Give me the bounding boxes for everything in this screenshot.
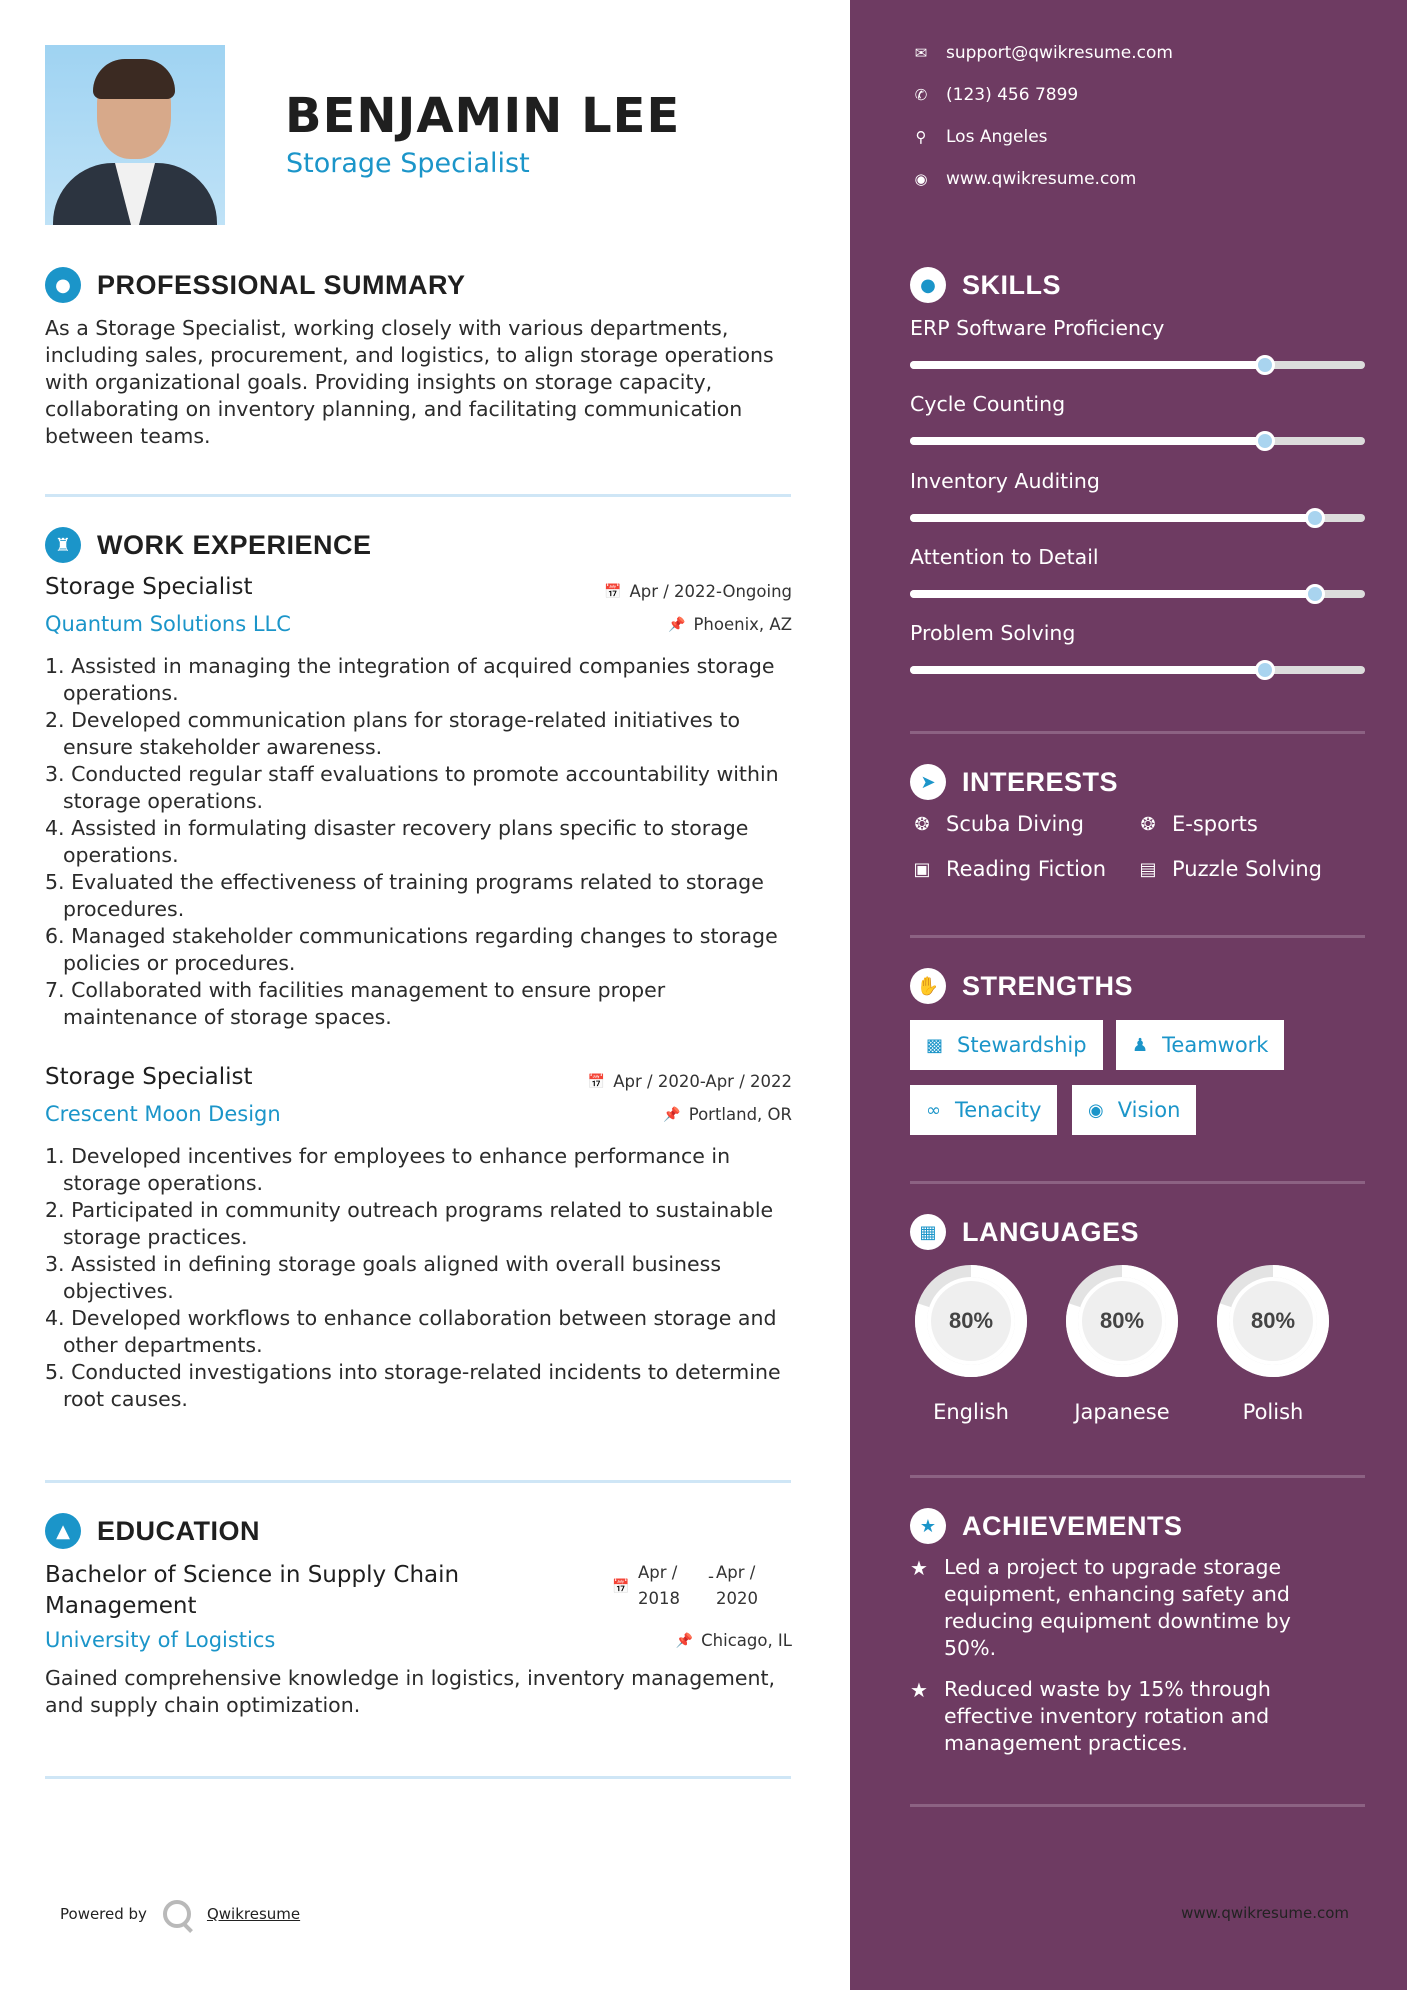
list-item: 4. Developed workflows to enhance collaboration between storage and other departments. <box>45 1306 777 1357</box>
skill-label: Inventory Auditing <box>910 469 1100 493</box>
strength-badge: ◉ Vision <box>1072 1085 1196 1135</box>
globe-icon: ◉ <box>914 170 928 188</box>
strength-badge: ∞ Tenacity <box>910 1085 1057 1135</box>
language-icon: ▦ <box>910 1214 946 1250</box>
job-dates: 📅 Apr / 2022-Ongoing <box>604 582 792 601</box>
graduation-cap-icon: ▲ <box>45 1513 81 1549</box>
user-icon: ● <box>45 267 81 303</box>
achievement-item: ★ Led a project to upgrade storage equipment, enhancing safety and reducing equipment downtime by 50%. <box>910 1555 1291 1660</box>
users-icon: ♟ <box>1132 1034 1149 1056</box>
lifebuoy-icon: ❂ <box>1140 813 1156 835</box>
language-percent: 80% <box>1250 1308 1296 1333</box>
achievements-heading: ★ ACHIEVEMENTS <box>910 1508 1183 1544</box>
language-item <box>1212 1260 1334 1424</box>
section-divider <box>910 1804 1365 1807</box>
strength-badge: ♟ Teamwork <box>1116 1020 1284 1070</box>
main-column: BENJAMIN LEE Storage Specialist ● PROFESSIONAL SUMMARY As a Storage Specialist, working closely with various departments, including sales, procurement, and logistics, to align storage operations with organizational goals. Providing insights on storage capacity, collaborating on inventory planning, and facilitating communication between teams. ♜ WORK EXPERIENCE Storage Specialist 📅 Apr / 2022-Ongoing Quantum Solutions LLC 📌 Phoenix, AZ 1. Assisted in managing the integration of acquired companies storage operations. 2. Developed communication plans for storage-related initiatives to ensure stakeholder awareness. 3. Conducted regular staff evaluations to promote accountability within storage operations. 4. Assisted in formulating disaster recovery plans specific to storage operations. 5. Evaluated the effectiveness of training programs related to storage procedures. 6. Managed stakeholder communications regarding changes to storage policies or procedures. 7. Collaborated with facilities management to ensure proper maintenance of storage spaces. Storage Specialist 📅 Apr / 2020-Apr / 2022 Crescent Moon Design 📌 Portland, OR 1. Developed incentives for employees to enhance performance in storage operations. 2. Participated in community outreach programs related to sustainable storage practices. 3. Assisted in defining storage goals aligned with overall business objectives. 4. Developed workflows to enhance collaboration between storage and other departments. 5. Conducted investigations into storage-related incidents to determine root causes. ▲ EDUCATION Bachelor of Science in Supply Chain Management 📅 Apr / 2018 - Apr / 2020 University of Logistics 📌 Chicago, IL Gained comprehensive knowledge in logistics, inventory management, and supply chain optimization. Powered by Qwikresume <box>0 0 850 1990</box>
section-divider <box>45 1776 791 1779</box>
interests-heading: ➤ INTERESTS <box>910 764 1118 800</box>
language-name: English <box>933 1400 1009 1424</box>
map-pin-icon: ⚲ <box>915 128 927 146</box>
link-icon: ∞ <box>926 1099 941 1121</box>
list-item: 6. Managed stakeholder communications regarding changes to storage policies or procedures. <box>45 924 778 975</box>
briefcase-icon: ▩ <box>926 1034 944 1056</box>
experience-heading: ♜ WORK EXPERIENCE <box>45 527 372 563</box>
language-percent: 80% <box>948 1308 994 1333</box>
skill-bar <box>910 590 1365 598</box>
skill-bar <box>910 361 1365 369</box>
powered-by: Powered by Qwikresume <box>60 1900 300 1928</box>
skills-heading: ● SKILLS <box>910 267 1061 303</box>
section-divider <box>910 1181 1365 1184</box>
job-location: 📌 Portland, OR <box>663 1105 792 1124</box>
list-item: 1. Assisted in managing the integration of acquired companies storage operations. <box>45 654 775 705</box>
job-bullets <box>45 653 797 1031</box>
interest-item: ▤ Puzzle Solving <box>1136 857 1322 881</box>
paper-plane-icon: ➤ <box>910 764 946 800</box>
star-badge-icon: ★ <box>910 1508 946 1544</box>
interest-item: ❂ Scuba Diving <box>910 812 1084 836</box>
shooting-star-icon: ★ <box>910 1556 928 1580</box>
list-item: 2. Developed communication plans for storage-related initiatives to ensure stakeholder awareness. <box>45 708 741 759</box>
qwikresume-logo-icon <box>163 1900 191 1928</box>
calendar-icon: 📅 <box>604 583 622 600</box>
job-title: Storage Specialist <box>45 574 253 600</box>
list-item: 4. Assisted in formulating disaster recovery plans specific to storage operations. <box>45 816 749 867</box>
list-item: 2. Participated in community outreach programs related to sustainable storage practices. <box>45 1198 774 1249</box>
job-title: Storage Specialist <box>45 1064 253 1090</box>
achievement-item: ★ Reduced waste by 15% through effective inventory rotation and management practices. <box>910 1677 1271 1755</box>
lifebuoy-icon: ❂ <box>914 813 930 835</box>
skill-bar <box>910 666 1365 674</box>
list-item: 1. Developed incentives for employees to enhance performance in storage operations. <box>45 1144 731 1195</box>
list-item: 5. Evaluated the effectiveness of training programs related to storage procedures. <box>45 870 764 921</box>
chair-icon: ♜ <box>45 527 81 563</box>
calendar-icon: 📅 <box>587 1073 606 1090</box>
school-name: University of Logistics <box>45 1628 276 1652</box>
language-item <box>1061 1260 1183 1424</box>
section-divider <box>45 1480 791 1483</box>
pin-icon: 📌 <box>675 1632 694 1649</box>
lightbulb-icon: ● <box>910 267 946 303</box>
job-location: 📌 Phoenix, AZ <box>668 615 792 634</box>
skill-bar <box>910 514 1365 522</box>
interest-item: ❂ E-sports <box>1136 812 1258 836</box>
skill-label: Attention to Detail <box>910 545 1099 569</box>
pin-icon: 📌 <box>668 616 686 633</box>
qwikresume-link[interactable]: Qwikresume <box>206 1905 301 1923</box>
strength-badge: ▩ Stewardship <box>910 1020 1103 1070</box>
education-heading: ▲ EDUCATION <box>45 1513 260 1549</box>
language-percent: 80% <box>1099 1308 1145 1333</box>
skill-bar <box>910 437 1365 445</box>
list-item: 5. Conducted investigations into storage-related incidents to determine root causes. <box>45 1360 781 1411</box>
profile-photo <box>45 45 225 225</box>
contact-location: ⚲ Los Angeles <box>910 127 1048 147</box>
binoculars-icon: ◉ <box>1088 1099 1104 1121</box>
envelope-icon: ✉ <box>914 44 928 62</box>
job-dates: 📅 Apr / 2020-Apr / 2022 <box>587 1072 792 1091</box>
job-bullets <box>45 1143 797 1413</box>
section-divider <box>45 494 791 497</box>
job-company: Crescent Moon Design <box>45 1102 281 1126</box>
section-divider <box>910 935 1365 938</box>
strengths-heading: ✋ STRENGTHS <box>910 968 1133 1004</box>
pin-icon: 📌 <box>663 1106 681 1123</box>
calendar-icon: 📅 <box>612 1579 630 1595</box>
degree-title: Bachelor of Science in Supply Chain Management <box>45 1562 460 1619</box>
job-company: Quantum Solutions LLC <box>45 612 291 636</box>
languages-heading: ▦ LANGUAGES <box>910 1214 1139 1250</box>
sidebar <box>850 0 1407 1990</box>
skill-label: Cycle Counting <box>910 392 1066 416</box>
language-name: Polish <box>1242 1400 1304 1424</box>
phone-icon: ✆ <box>914 86 928 104</box>
list-item: 3. Assisted in defining storage goals aligned with overall business objectives. <box>45 1252 722 1303</box>
contact-website[interactable]: ◉ www.qwikresume.com <box>910 169 1136 189</box>
section-divider <box>910 1475 1365 1478</box>
candidate-name: BENJAMIN LEE <box>285 88 681 144</box>
list-item: 3. Conducted regular staff evaluations to promote accountability within storage operations. <box>45 762 779 813</box>
shooting-star-icon: ★ <box>910 1678 928 1702</box>
footer-website[interactable]: www.qwikresume.com <box>1181 1904 1349 1922</box>
education-text: Gained comprehensive knowledge in logistics, inventory management, and supply chain optimization. <box>45 1666 776 1717</box>
interest-item: ▣ Reading Fiction <box>910 857 1106 881</box>
section-divider <box>910 731 1365 734</box>
summary-heading: ● PROFESSIONAL SUMMARY <box>45 267 466 303</box>
education-location: 📌 Chicago, IL <box>675 1631 792 1650</box>
gamepad-icon: ▣ <box>913 858 931 880</box>
summary-text: As a Storage Specialist, working closely with various departments, including sales, procurement, and logistics, to align storage operations with organizational goals. Providing insights on storage capacity, collaborating on inventory planning, and facilitating communication between teams. <box>45 316 774 448</box>
language-name: Japanese <box>1074 1400 1170 1424</box>
skill-label: Problem Solving <box>910 621 1076 645</box>
list-item: 7. Collaborated with facilities management to ensure proper maintenance of storage spaces. <box>45 978 666 1029</box>
skill-label: ERP Software Proficiency <box>910 316 1165 340</box>
fist-icon: ✋ <box>910 968 946 1004</box>
contact-phone[interactable]: ✆ (123) 456 7899 <box>910 85 1078 105</box>
contact-email[interactable]: ✉ support@qwikresume.com <box>910 43 1173 63</box>
language-item <box>910 1260 1032 1424</box>
candidate-title: Storage Specialist <box>286 148 530 179</box>
book-icon: ▤ <box>1139 858 1157 880</box>
